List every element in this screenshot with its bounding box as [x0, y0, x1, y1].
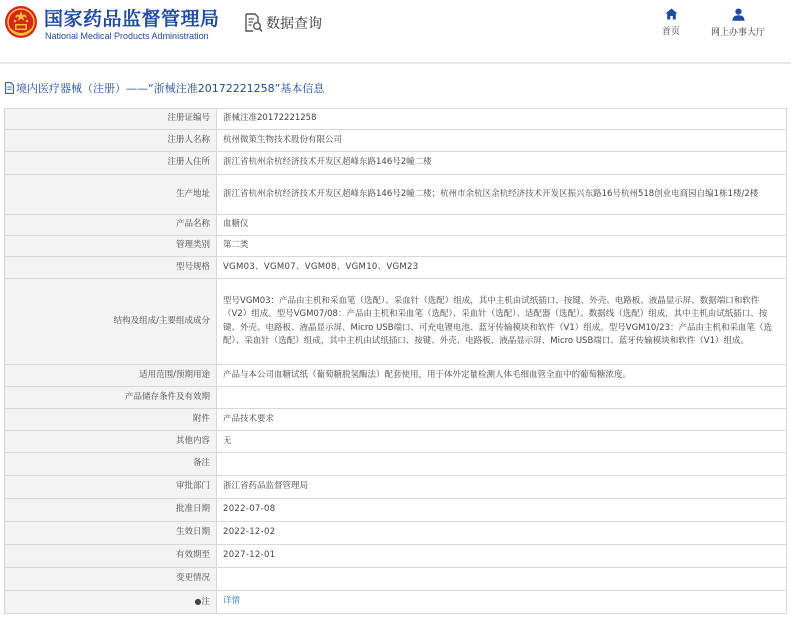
table-row: [5, 522, 787, 545]
row-value: [217, 591, 787, 614]
data-query-label: 数据查询: [266, 16, 322, 32]
row-value: 无: [217, 431, 787, 453]
table-row: [5, 109, 787, 130]
table-row: [5, 175, 787, 215]
table-row: [5, 257, 787, 279]
row-value: VGM03、VGM07、VGM08、VGM10、VGM23: [217, 257, 787, 279]
table-row: [5, 409, 787, 431]
details-link[interactable]: 详情: [223, 596, 241, 607]
row-value: 浙械注准20172221258: [217, 109, 787, 130]
row-label: 注册证编号: [5, 109, 217, 130]
national-emblem-icon: [4, 3, 38, 41]
row-label: 注册人住所: [5, 152, 217, 175]
row-label: 注册人名称: [5, 130, 217, 152]
table-row: [5, 568, 787, 591]
row-label: 适用范围/预期用途: [5, 365, 217, 387]
row-label: 注: [201, 596, 210, 607]
row-label: 生产地址: [5, 175, 217, 215]
row-value: 产品技术要求: [217, 409, 787, 431]
row-label: 有效期至: [5, 545, 217, 568]
row-value: 浙江省杭州余杭经济技术开发区超峰东路146号2幢二楼: [217, 152, 787, 175]
document-icon: [5, 82, 14, 94]
row-value: 浙江省杭州余杭经济技术开发区超峰东路146号2幢二楼；杭州市余杭区余杭经济技术开发区振兴东路16号杭州518创业电商园自编1栋1楼/2楼: [217, 175, 787, 215]
table-row: [5, 453, 787, 476]
breadcrumb: [5, 80, 324, 96]
detail-table: [4, 108, 787, 614]
nav-online-label: 网上办事大厅: [710, 28, 765, 38]
table-row: [5, 236, 787, 257]
nav-online-hall[interactable]: [704, 8, 772, 38]
user-icon: [732, 8, 745, 21]
row-value: 血糖仪: [217, 215, 787, 236]
data-query-link[interactable]: [244, 12, 322, 34]
row-label: 产品储存条件及有效期: [5, 387, 217, 409]
row-value: 2022-07-08: [217, 499, 787, 522]
row-label: 批准日期: [5, 499, 217, 522]
row-value: 浙江省药品监督管理局: [217, 476, 787, 499]
nav-home[interactable]: [657, 8, 685, 37]
table-row: [5, 545, 787, 568]
breadcrumb-text: 境内医疗器械（注册）——“浙械注准20172221258”基本信息: [16, 82, 325, 95]
row-value: 2022-12-02: [217, 522, 787, 545]
table-row: [5, 499, 787, 522]
table-row: [5, 279, 787, 365]
row-label: 变更情况: [5, 568, 217, 591]
row-label: 产品名称: [5, 215, 217, 236]
row-label: 结构及组成/主要组成成分: [5, 279, 217, 365]
table-row: [5, 476, 787, 499]
table-row: [5, 152, 787, 175]
header-divider: [0, 62, 791, 64]
row-label: 其他内容: [5, 431, 217, 453]
nav-home-label: 首页: [661, 27, 680, 37]
row-value: 产品与本公司血糖试纸（葡萄糖脱氢酶法）配套使用，用于体外定量检测人体毛细血管全血中的葡萄糖浓度。: [217, 365, 787, 387]
table-row: [5, 130, 787, 152]
row-label: 管理类别: [5, 236, 217, 257]
row-value: [217, 387, 787, 409]
row-value: 第二类: [217, 236, 787, 257]
document-search-icon: [244, 13, 263, 33]
row-label: 附件: [5, 409, 217, 431]
table-row: [5, 365, 787, 387]
home-icon: [665, 8, 678, 20]
org-name-en: National Medical Products Administration: [45, 31, 209, 41]
row-value: [217, 453, 787, 476]
table-row: [5, 215, 787, 236]
pin-icon: ●: [194, 596, 202, 606]
row-label: 审批部门: [5, 476, 217, 499]
row-label: 生效日期: [5, 522, 217, 545]
row-value: 杭州微策生物技术股份有限公司: [217, 130, 787, 152]
org-name: 国家药品监督管理局: [44, 8, 220, 30]
row-value: 2027-12-01: [217, 545, 787, 568]
row-label-note: [5, 591, 217, 614]
row-value: [217, 568, 787, 591]
site-header: [0, 0, 791, 49]
table-row: [5, 431, 787, 453]
table-row: [5, 387, 787, 409]
row-label: 型号规格: [5, 257, 217, 279]
row-value: 型号VGM03：产品由主机和采血笔（选配）、采血针（选配）组成，其中主机由试纸插口、按键、外壳、电路板、液晶显示屏、数据端口和软件（V2）组成。型号VGM07/08：产品由主机和采血笔（选配）、采血针（选配）、适配器（选配）、数据线（选配）组成，其中主机由试纸插口、按键、外壳、电路板、液晶显示屏、Micro USB端口、可充电锂电池、蓝牙传输模块和软件（V1）组成。型号VGM10/23：产品由主机和采血笔（选配）、采血针（选配）组成，其中主机由试纸插口、按键、外壳、电路板、液晶显示屏、Micro USB端口、蓝牙传输模块和软件（V1）组成。: [217, 279, 787, 365]
row-label: 备注: [5, 453, 217, 476]
table-row: [5, 591, 787, 614]
